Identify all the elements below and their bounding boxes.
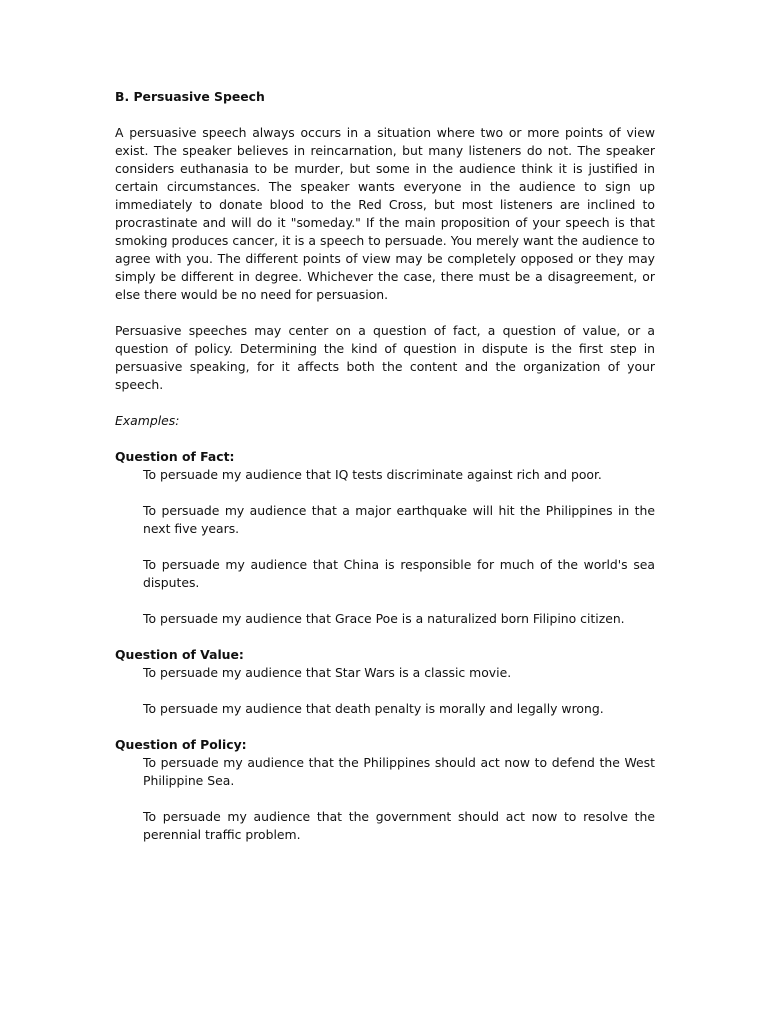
question-of-policy-section	[115, 736, 655, 844]
document-page	[115, 88, 655, 862]
intro-paragraph: A persuasive speech always occurs in a situation where two or more points of view exist. The speaker believes in reincarnation, but many listeners do not. The speaker considers euthanasia to be murder, but some in the audience think it is justified in certain circumstances. The speaker wants everyone in the audience to sign up immediately to donate blood to the Red Cross, but most listeners are inclined to procrastinate and will do it "someday." If the main proposition of your speech is that smoking produces cancer, it is a speech to persuade. You merely want the audience to agree with you. The different points of view may be completely opposed or they may simply be different in degree. Whichever the case, there must be a disagreement, or else there would be no need for persuasion.	[115, 125, 655, 302]
example-item: To persuade my audience that Star Wars is a classic movie.	[143, 665, 512, 680]
question-types-paragraph: Persuasive speeches may center on a question of fact, a question of value, or a question of policy. Determining the kind of question in dispute is the first step in persuasive speaking, for it affects both the content and the organization of your speech.	[115, 323, 655, 392]
example-item: To persuade my audience that the government should act now to resolve the perennial traffic problem.	[143, 809, 655, 842]
example-item: To persuade my audience that China is responsible for much of the world's sea disputes.	[143, 557, 655, 590]
question-of-fact-title: Question of Fact:	[115, 449, 235, 464]
section-heading: B. Persuasive Speech	[115, 89, 265, 104]
example-item: To persuade my audience that the Philippines should act now to defend the West Philippine Sea.	[143, 755, 655, 788]
question-of-policy-title: Question of Policy:	[115, 737, 247, 752]
question-of-value-section	[115, 646, 655, 718]
example-item: To persuade my audience that Grace Poe is a naturalized born Filipino citizen.	[143, 611, 625, 626]
example-item: To persuade my audience that death penalty is morally and legally wrong.	[143, 701, 604, 716]
question-of-fact-section	[115, 448, 655, 628]
examples-label: Examples:	[115, 413, 180, 428]
question-of-value-title: Question of Value:	[115, 647, 244, 662]
example-item: To persuade my audience that a major earthquake will hit the Philippines in the next five years.	[143, 503, 655, 536]
example-item: To persuade my audience that IQ tests discriminate against rich and poor.	[143, 467, 602, 482]
